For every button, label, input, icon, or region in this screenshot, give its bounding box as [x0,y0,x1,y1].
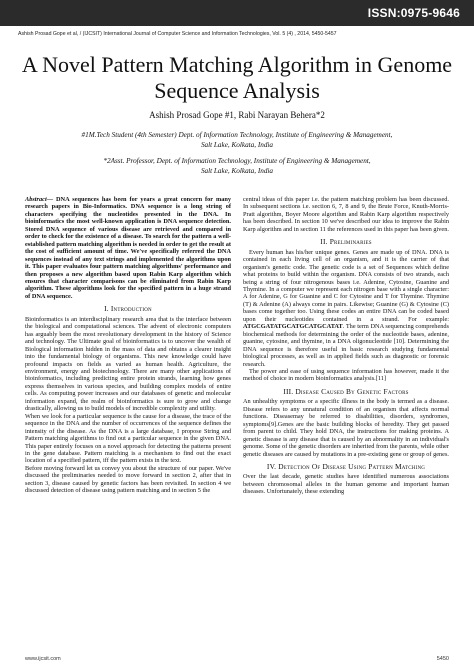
affiliation-2-line-1: *2Asst. Professor, Dept. of Information Technology, Institute of Engineering & Management, [103,157,371,165]
intro-paragraph-1: Bioinformatics is an interdisciplinary research area that is the interface between the biological and computational sciences. The advent of electronic computers has arguably been the most revolutionary development in the history of Science and technology. The Ultimate goal of bioinformatics is to uncover the wealth of Biological information hidden in the mass of data and obtains a clearer insight into the fundamental biology of organisms. This new knowledge could have profound impacts on fields as varied as human health. Agriculture, the environment, energy and biotechnology. There are many other applications of bioinformatics, including predicting entire protein strands, learning how genes express themselves in various species, and building complex models of entire cells. As computing power increases and our databases of genetic and molecular information expand, the realm of bioinformatics is sure to grow and change drastically, allowing us to build models of incredible complexity and utility. [25,315,231,413]
intro-heading: I. Introduction [104,304,152,314]
affiliation-2 [30,156,444,176]
prelim-heading: II. Preliminaries [320,237,372,247]
prelim-paragraph-1 [243,249,449,368]
abstract-text: DNA sequences has been for years a great concern for many research papers in Bio-Informatics. DNA sequence is a long string of characters specifying the nucleotides presented in the DNA. In bioinformatics the most well-known application is DNA sequence detection. Stored DNA sequence of various disease are retrieved and compared in order to check for the existence of a disease. To search for the pattern a well-established pattern matching algorithm is needed in order to get the result at the cost of sufficient amount of time. We've specifically referred the DNA sequences instead of any text strings and implemented the algorithms upon it. This paper evaluates four pattern matching algorithms' performance and then proposes a new algorithm based upon Rabin Karp algorithm which ensures that character comparisons can be eliminated from Rabin Karp algorithm. These algorithms look for the specified pattern in a huge strand of DNA sequence. [25,196,232,300]
prelim-paragraph-2: The power and ease of using sequence information has however, made it the method of choice in modern bioinformatics analysis.[11] [243,367,449,383]
prelim-text-a: Every human has his/her unique genes. Genes are made up of DNA. DNA is contained in each living cell of an organism, and it is the carrier of that organism's genetic code. The genetic code is a set of Sequences which define what proteins to build within the organism. DNA consists of two strands, each being a string of four nitrogenous bases i.e. Adenine, Cytosine, Guanine and Thymine. In a computer we represent each nitrogen base with a single character: A for Adenine, G for Guanine and C for Cytosine and T for Thymine. Thymine (T) & Adenine (A) always come in pairs. Likewise; Guanine (G) & Cytosine (C) bases come together too. Using these codes an entire DNA can be coded based upon their nucleotides contained in a strand. For example: [243,248,449,323]
issn-label: ISSN:0975-9646 [367,6,460,20]
dna-sequence-example: ATGCGATATGCATGCATGCATAT [243,323,343,331]
intro-paragraph-2: When we look for a particular sequence is the cause for a disease, the trace of the sequence in the DNA and the number of occurrences of the sequence defines the intensity of the disease. As the DNA is a large database, I propose String and Pattern matching algorithms to find out a particular sequence in the given DNA. This paper entirely focuses on a novel approach for detecting the patterns present in the gene database. Pattern matching is a mechanism to find out the exact location of a specified pattern, iff the pattern exists in the text. [25,412,231,465]
detection-paragraph-1: Over the last decade, genetic studies have identified numerous associations between chromosomal alleles in the human genome and important human diseases. Unfortunately, these extending [243,473,449,496]
abstract [25,196,231,300]
running-head: Ashish Prosad Gope et al, / (IJCSIT) International Journal of Computer Science and Information Technologies, Vol. 5 (4) , 2014, 5450-5457 [18,31,337,37]
affiliation-2-line-2: Salt Lake, Kolkata, India [200,167,274,175]
paper-title: A Novel Pattern Matching Algorithm in Genome Sequence Analysis [21,52,453,103]
page-footer [0,656,474,668]
right-paragraph-1: central ideas of this paper i.e. the pattern matching problem has been discussed. In subsequent sections i.e. section 6, 7, 8 and 9, the Brute Force, Knuth-Morris-Pratt algorithm, Boyer Moore algorithm and Rabin Karp algorithm respectively has been described. In section 10 we've described our idea to improve the Rabin Karp algorithm and in section 11 the references used in this paper has been given. [243,196,449,233]
affiliation-1-line-1: #1M.Tech Student (4th Semester) Dept. of Information Technology, Institute of Engineering & Management, [81,131,393,139]
affiliation-1-line-2: Salt Lake, Kolkata, India [200,141,274,149]
left-column [25,196,231,495]
footer-url: www.ijcsit.com [25,656,61,662]
abstract-lead: Abstract— [25,196,53,203]
detection-heading: IV. Detection Of Disease Using Pattern Matching [266,461,426,471]
prelim-text-b: . The term DNA sequencing comprehends biochemical methods for determining the order of the nucleotide bases, adenine, guanine, cytosine, and thymine, in a DNA oligonucleotide [10]. Determining the DNA sequence is therefore useful in basic research studying fundamental biological processes, as well as in applied fields such as diagnostic or forensic research. [243,323,449,368]
intro-paragraph-3: Before moving forward let us convey you about the structure of our paper. We've discussed the preliminaries needed to move forward in section 2, after that in section 3, disease caused by genetic factors has been revisited. In section 4 we discussed detection of disease using pattern matching and in section 5 the [25,464,231,495]
affiliation-1 [30,130,444,150]
disease-paragraph-1: An unhealthy symptoms or a specific illness in the body is termed as a disease. Disease refers to any unnatural condition of an organism that affects normal functions. Diseasemay be referred to disabilities, disorders, syndromes, symptoms[9].Genes are the basic building blocks of heredity. They get passed from parent to child. They hold DNA, the instructions for making proteins. A genetic disease is any disease that is caused by an abnormality in an individual's genome. Some of the genetic disorders are inherited from the parents, while other genetic diseases are caused by mutations in a pre-existing gene or group of genes. [243,398,449,458]
paper-authors: Ashish Prosad Gope #1, Rabi Narayan Behera*2 [149,110,325,120]
footer-page-number: 5450 [436,656,449,662]
issn-banner [0,0,474,26]
right-column [243,196,449,496]
disease-heading: III. Disease Caused By Genetic Factors [283,386,409,396]
